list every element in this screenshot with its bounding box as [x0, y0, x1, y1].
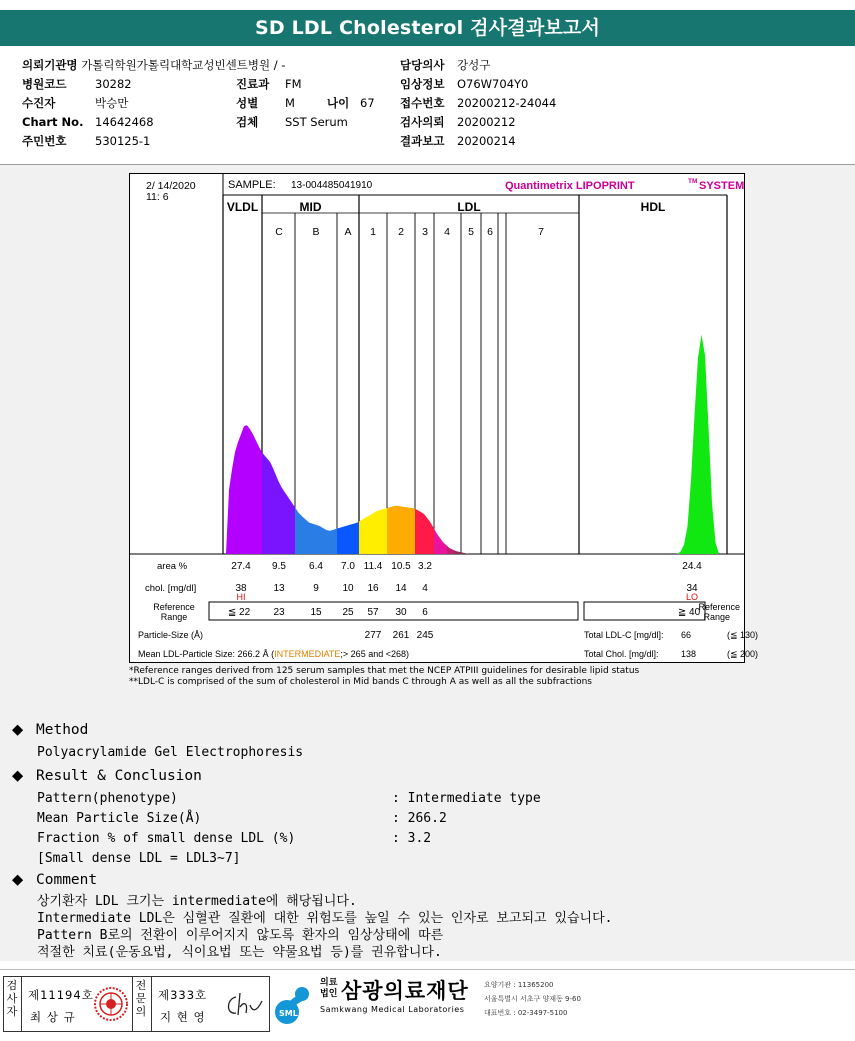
- sign-divider: [21, 977, 22, 1031]
- sample-label: SAMPLE:: [228, 179, 276, 191]
- comment-line-0: 상기환자 LDL 크기는 intermediate에 해당됩니다.: [37, 894, 357, 909]
- institution-label: 의뢰기관명: [22, 58, 78, 72]
- institution-value: 가톨릭학원가톨릭대학교성빈센트병원 / -: [81, 58, 286, 72]
- sign-divider: [132, 977, 133, 1031]
- reference-value: 25: [342, 607, 354, 618]
- receipt-no-row: [400, 96, 557, 110]
- signature-box: [3, 976, 270, 1032]
- recipient-label: 수진자: [22, 96, 56, 110]
- specialist-label: 전문의: [135, 979, 147, 1018]
- chart-no-label: Chart No.: [22, 115, 84, 129]
- reference-label-line2: Range: [160, 612, 188, 622]
- result-value-1: : 266.2: [392, 811, 447, 826]
- sample-id: 13-004485041910: [291, 180, 373, 191]
- result-label-1: Mean Particle Size(Å): [37, 811, 202, 826]
- diamond-bullet-icon: ◆: [12, 722, 24, 738]
- result-label-3: [Small dense LDL = LDL3~7]: [37, 851, 241, 866]
- sex-value: M: [285, 96, 295, 110]
- comment-line-3: 적절한 치료(운동요법, 식이요법 또는 약물요법 등)를 권유합니다.: [37, 945, 442, 960]
- org-phone: 대표번호 : 02-3497-5100: [484, 1009, 568, 1017]
- area-value: 7.0: [341, 561, 355, 572]
- receipt-no-label: 접수번호: [400, 96, 445, 110]
- result-title: Result & Conclusion: [36, 768, 202, 784]
- department-label: 진료과: [236, 77, 270, 91]
- chol-value: 13: [273, 583, 285, 594]
- lipoprint-chart: [129, 173, 759, 663]
- hdl-reference-value: ≧ 40: [677, 607, 701, 618]
- chol-value: 9: [313, 583, 319, 594]
- clinical-info-value: O76W704Y0: [457, 77, 529, 91]
- area-value: 11.4: [363, 561, 383, 572]
- band-label-3: 3: [422, 226, 428, 238]
- band-label-7: 7: [538, 226, 544, 238]
- diamond-bullet-icon: ◆: [12, 768, 24, 784]
- org-code: 요양기관 : 11365200: [484, 981, 554, 989]
- footnote-2: **LDL-C is comprised of the sum of cholesterol in Mid bands C through A as well as all the subfractions: [129, 677, 592, 687]
- specialist-name: 지 현 영: [160, 1010, 206, 1024]
- mean-ldl-size: Mean LDL-Particle Size: 266.2 Å (INTERMEDIATE;> 265 and <268): [138, 649, 409, 659]
- inspector-label: 검사자: [6, 979, 18, 1018]
- reference-value: 6: [422, 607, 428, 618]
- particle-size-value: 261: [392, 630, 410, 641]
- specimen-value: SST Serum: [285, 115, 348, 129]
- doctor-value: 강성구: [457, 58, 491, 72]
- specimen-label: 검체: [236, 115, 259, 129]
- org-name: 삼광의료재단: [341, 979, 469, 1003]
- chol-label: chol. [mg/dl]: [145, 583, 197, 594]
- result-report-value: 20200214: [457, 134, 516, 148]
- band-label-c: C: [275, 226, 283, 238]
- org-english-name: Samkwang Medical Laboratories: [320, 1005, 465, 1014]
- age-label: 나이: [327, 96, 350, 110]
- total-ldl-reference: (≦ 130): [727, 630, 759, 640]
- result-value-2: : 3.2: [392, 831, 432, 846]
- band-label-1: 1: [370, 226, 376, 238]
- reference-value: 15: [310, 607, 322, 618]
- sex-label: 성별: [236, 96, 259, 110]
- group-label-hdl: HDL: [640, 200, 666, 214]
- result-label-2: Fraction % of small dense LDL (%): [37, 831, 296, 846]
- band-label-4: 4: [444, 226, 450, 238]
- fraction-area-2: [387, 506, 415, 554]
- report-footer: [0, 969, 855, 1041]
- comment-heading: [12, 872, 97, 888]
- total-ldl-value: 66: [681, 630, 692, 640]
- chol-value: 14: [395, 583, 407, 594]
- receipt-no-value: 20200212-24044: [457, 96, 557, 110]
- chol-value: 4: [422, 583, 428, 594]
- department-row: [236, 77, 302, 91]
- result-label-0: Pattern(phenotype): [37, 791, 178, 806]
- report-title: SD LDL Cholesterol 검사결과보고서: [0, 10, 855, 46]
- test-request-row: [400, 115, 516, 129]
- signature-icon: [222, 987, 266, 1021]
- chol-value: 38: [235, 583, 247, 594]
- chart-frame: [130, 174, 745, 663]
- specialist-no: 제333호: [158, 988, 208, 1002]
- band-label-6: 6: [487, 226, 493, 238]
- comment-line-1: Intermediate LDL은 심혈관 질환에 대한 위험도를 높일 수 있는 인자로 보고되고 있습니다.: [37, 911, 613, 926]
- inspector-name: 최 상 규: [30, 1010, 76, 1024]
- total-chol-reference: (≦ 200): [727, 649, 759, 659]
- system-brand: Quantimetrix LIPOPRINT: [505, 180, 635, 192]
- sex-age-row: [236, 96, 375, 110]
- hospital-code-label: 병원코드: [22, 77, 67, 91]
- result-report-row: [400, 134, 516, 148]
- total-ldl-label: Total LDL-C [mg/dl]:: [584, 630, 664, 640]
- reference-value: 57: [367, 607, 379, 618]
- chart-date: 2/ 14/2020: [146, 180, 196, 192]
- clinical-info-label: 임상정보: [400, 77, 445, 91]
- reference-value: 23: [273, 607, 285, 618]
- total-chol-value: 138: [681, 649, 697, 659]
- area-value: 10.5: [391, 561, 411, 572]
- hospital-code-value: 30282: [95, 77, 132, 91]
- test-request-value: 20200212: [457, 115, 516, 129]
- svg-text:SML: SML: [279, 1009, 298, 1018]
- patient-info-panel: [0, 48, 855, 165]
- group-label-mid: MID: [299, 200, 322, 214]
- org-address: 서울특별시 서초구 양재동 9-60: [484, 995, 581, 1003]
- chart-time: 11: 6: [146, 191, 169, 203]
- chart-no-row: [22, 115, 154, 129]
- system-suffix: SYSTEM: [699, 180, 745, 192]
- hdl-flag: LO: [685, 592, 699, 602]
- footnote-1: *Reference ranges derived from 125 serum samples that met the NCEP ATPIII guidelines for desirable lipid status: [129, 666, 640, 676]
- comment-title: Comment: [36, 872, 98, 888]
- area-value: 6.4: [309, 561, 323, 572]
- area-value: 27.4: [231, 561, 251, 572]
- band-label-a: A: [344, 226, 352, 238]
- inspector-no: 제11194호: [28, 988, 94, 1002]
- hdl-reference-label-line1: Reference: [698, 602, 740, 612]
- doctor-row: [400, 58, 491, 72]
- sml-logo-icon: [272, 980, 318, 1026]
- diamond-bullet-icon: ◆: [12, 872, 24, 888]
- area-value: 3.2: [418, 561, 432, 572]
- vldl-flag: HI: [236, 592, 246, 602]
- total-chol-label: Total Chol. [mg/dl]:: [584, 649, 659, 659]
- org-prefix: 의료법인: [320, 978, 338, 999]
- test-request-label: 검사의뢰: [400, 115, 445, 129]
- clinical-info-row: [400, 77, 529, 91]
- area-value: 9.5: [272, 561, 286, 572]
- resident-no-value: 530125-1: [95, 134, 151, 148]
- chart-footnotes: [129, 666, 639, 688]
- particle-size-label: Particle-Size (Å): [138, 630, 204, 640]
- institution-row: [22, 58, 285, 72]
- particle-size-value: 245: [416, 630, 434, 641]
- result-heading: [12, 768, 202, 784]
- comment-line-2: Pattern B로의 전환이 이루어지지 않도록 환자의 임상상태에 따른: [37, 928, 444, 943]
- resident-no-label: 주민번호: [22, 134, 67, 148]
- chol-value: 16: [367, 583, 379, 594]
- age-value: 67: [360, 96, 375, 110]
- system-tm: TM: [688, 178, 698, 185]
- chol-value: 10: [342, 583, 354, 594]
- specimen-row: [236, 115, 348, 129]
- band-label-2: 2: [398, 226, 404, 238]
- reference-label-line1: Reference: [153, 602, 195, 612]
- department-value: FM: [285, 77, 302, 91]
- method-heading: [12, 722, 88, 738]
- resident-no-row: [22, 134, 151, 148]
- band-label-5: 5: [468, 226, 474, 238]
- reference-value: 30: [395, 607, 407, 618]
- area-value: 24.4: [682, 561, 702, 572]
- group-label-vldl: VLDL: [226, 200, 259, 214]
- lipoprint-svg: [129, 173, 759, 663]
- area-label: area %: [157, 561, 188, 572]
- result-report-label: 결과보고: [400, 134, 445, 148]
- chart-no-value: 14642468: [95, 115, 154, 129]
- method-title: Method: [36, 722, 89, 738]
- doctor-label: 담당의사: [400, 58, 445, 72]
- band-label-b: B: [312, 226, 320, 238]
- result-value-0: : Intermediate type: [392, 791, 541, 806]
- method-text: Polyacrylamide Gel Electrophoresis: [37, 745, 304, 760]
- seal-stamp-icon: [93, 986, 129, 1022]
- hdl-reference-label-line2: Range: [703, 612, 730, 622]
- group-label-ldl: LDL: [457, 200, 481, 214]
- recipient-value: 박승만: [95, 96, 129, 110]
- sign-divider: [151, 977, 152, 1031]
- particle-size-value: 277: [364, 630, 382, 641]
- hospital-code-row: [22, 77, 132, 91]
- reference-value: ≦ 22: [227, 607, 251, 618]
- recipient-row: [22, 96, 129, 110]
- chol-value: 34: [686, 583, 698, 594]
